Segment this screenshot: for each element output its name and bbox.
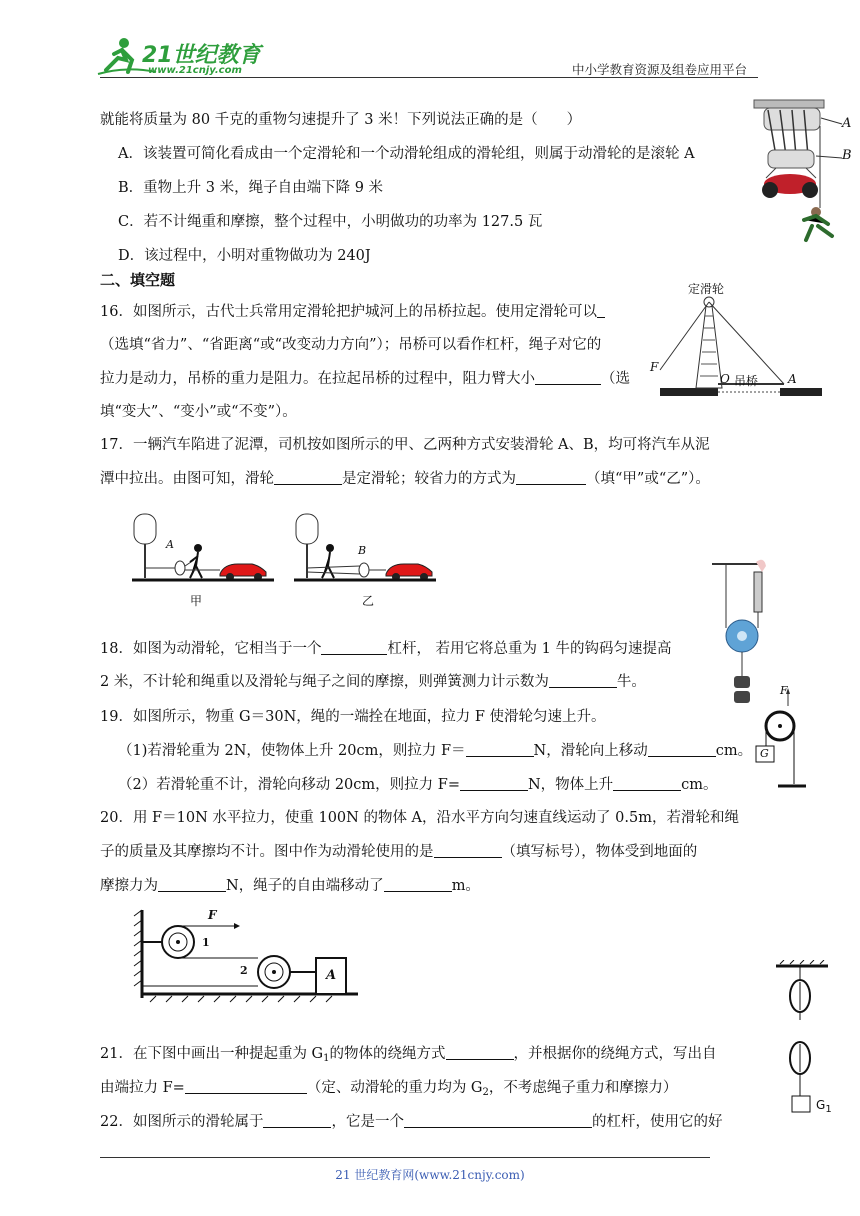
q17-fig-jia-caption: 甲 [190,594,203,608]
q17-figure-yi [290,504,440,614]
q17-line1: 17．一辆汽车陷进了泥潭，司机按如图所示的甲、乙两种方式安装滑轮 A、B，均可将汽车从泥 [100,437,710,453]
q15-fig-label-b: B [842,148,852,163]
header-platform: 中小学教育资源及组卷应用平台 [572,62,748,77]
q17-figure-jia [128,504,278,614]
q19-blank1[interactable] [466,742,534,757]
q21-line2 [100,1076,677,1098]
q19-fig-g-label: G [760,747,769,760]
q20-blank1[interactable] [434,843,502,858]
q19-fig-f-label: F [780,684,788,697]
q15-option-a: A．该装置可简化看成由一个定滑轮和一个动滑轮组成的滑轮组，则属于动滑轮的是滚轮 A [118,146,695,162]
q18-line2 [100,670,646,691]
q22-text1c: 的杠杆，使用它的好 [591,1114,723,1130]
q20-text3a: 摩擦力为 [100,878,158,894]
q16-fig-f-label: F [650,360,659,374]
q17-text2c: （填“甲”或“乙”）。 [586,471,710,487]
q21-fig-g-sub: 1 [825,1104,832,1115]
logo-url-text: www.21cnjy.com [148,65,242,76]
q18-text2a: 2 米，不计轮和绳重以及滑轮与绳子之间的摩擦，则弹簧测力计示数为 [100,674,549,690]
q17-text2b: 是定滑轮；较省力的方式为 [342,471,516,487]
q17-blank1[interactable] [274,470,342,485]
q22-text1a: 22．如图所示的滑轮属于 [100,1114,264,1130]
logo-main-text: 21世纪教育 [142,43,261,68]
q21-figure [772,960,832,1120]
q18-text1b: 杠杆， 若用它将总重为 1 牛的钩码匀速提高 [387,641,672,657]
q22-blank1[interactable] [263,1113,331,1128]
q16-fig-a-label: A [788,372,797,386]
q19-text3b: N，物体上升 [527,777,614,793]
q19-blank2[interactable] [648,742,716,757]
q20-figure [130,906,362,1006]
q17-blank2[interactable] [516,470,586,485]
q20-text3b: N，绳子的自由端移动了 [226,878,384,894]
q19-text3a: （2）若滑轮重不计，滑轮向移动 20cm，则拉力 F= [118,777,460,793]
q19-figure [752,684,808,790]
q21-text1b: 的物体的绕绳方式 [329,1046,446,1062]
q17-text2a: 潭中拉出。由图可知，滑轮 [100,471,274,487]
q19-text2c: cm。 [715,743,753,759]
q20-fig-2-label: 2 [240,964,248,977]
q15-fig-label-a: A [842,116,852,131]
footer-rule [100,1157,710,1158]
q16-blank1[interactable] [597,303,605,318]
q20-line3 [100,874,480,895]
q19-line2 [118,739,752,760]
q20-blank3[interactable] [384,877,452,892]
q18-blank1[interactable] [321,640,387,655]
q21-sub1: 1 [323,1053,330,1064]
q21-text2c: ，不考虑绳子重力和摩擦力） [488,1080,678,1096]
q15-figure [746,96,856,246]
q20-text2a: 子的质量及其摩擦均不计。图中作为动滑轮使用的是 [100,844,434,860]
q16-text3a: 拉力是动力，吊桥的重力是阻力。在拉起吊桥的过程中，阻力臂大小 [100,371,535,387]
q17-fig-yi-caption: 乙 [362,594,375,608]
q20-text2b: （填写标号），物体受到地面的 [501,844,698,860]
q21-text2b: （定、动滑轮的重力均为 G [306,1080,483,1096]
q16-figure [650,280,830,402]
q19-blank3[interactable] [460,776,528,791]
q21-fig-g1-label [816,1098,832,1115]
q22-text1b: ，它是一个 [331,1114,404,1130]
q22-blank2[interactable] [404,1113,592,1128]
q16-line4: 填“变大”、“变小”或“不变”）。 [100,404,297,420]
q20-fig-f-label: F [208,908,217,922]
q16-text3b: （选 [601,371,630,387]
q21-text2a: 由端拉力 F= [100,1080,185,1096]
q20-fig-a-label: A [326,968,337,983]
q20-text3c: m。 [451,878,480,894]
header-rule [100,77,758,78]
q19-text2b: N，滑轮向上移动 [533,743,648,759]
q15-option-d: D．该过程中，小明对重物做功为 240J [118,248,371,264]
header-logo [96,36,266,80]
q16-fig-pulley-label: 定滑轮 [688,282,725,296]
q16-fig-o-label: O [720,372,730,386]
q16-blank2[interactable] [535,370,601,385]
q18-text2b: 牛。 [616,674,646,690]
q18-text1a: 18．如图为动滑轮，它相当于一个 [100,641,322,657]
q17-line2 [100,467,710,488]
q20-line2 [100,840,697,861]
q20-blank2[interactable] [158,877,226,892]
q21-fig-g: G [816,1098,826,1112]
q19-blank4[interactable] [613,776,681,791]
q21-text1c: ，并根据你的绕绳方式，写出自 [513,1046,717,1062]
q16-line3 [100,367,630,388]
q15-option-b: B．重物上升 3 米，绳子自由端下降 9 米 [118,180,384,196]
q16-text1: 16．如图所示，古代士兵常用定滑轮把护城河上的吊桥拉起。使用定滑轮可以 [100,304,597,320]
q18-line1 [100,637,672,658]
q16-line2: （选填“省力”、“省距离“或“改变动力方向”）；吊桥可以看作杠杆，绳子对它的 [100,337,602,353]
footer-text[interactable]: 21 世纪教育网(www.21cnjy.com) [335,1168,525,1182]
section-title: 二、填空题 [100,271,176,289]
q21-blank1[interactable] [446,1045,514,1060]
q17-fig-a-label: A [166,538,174,551]
q19-line3 [118,773,718,794]
q19-line1: 19．如图所示，物重 G＝30N，绳的一端拴在地面，拉力 F 使滑轮匀速上升。 [100,709,606,725]
q21-blank2[interactable] [185,1079,307,1094]
q21-sub2: 2 [482,1087,489,1098]
q16-fig-bridge-label: 吊桥 [734,374,759,388]
q18-blank2[interactable] [549,673,617,688]
q21-line1 [100,1042,717,1064]
q21-text1a: 21．在下图中画出一种提起重为 G [100,1046,324,1062]
q19-text3c: cm。 [681,777,718,793]
q15-option-c: C．若不计绳重和摩擦，整个过程中，小明做功的功率为 127.5 瓦 [118,214,543,230]
q20-line1: 20．用 F＝10N 水平拉力，使重 100N 的物体 A，沿水平方向匀速直线运动了 0.5m，若滑轮和绳 [100,810,739,826]
q20-fig-1-label: 1 [202,936,210,949]
q17-fig-b-label: B [358,544,367,557]
q19-text2a: （1)若滑轮重为 2N，使物体上升 20cm，则拉力 F＝ [118,743,466,759]
q22-line1 [100,1110,722,1131]
q15-stem: 就能将质量为 80 千克的重物匀速提升了 3 米！下列说法正确的是（ ） [100,112,582,128]
q16-line1 [100,300,605,321]
